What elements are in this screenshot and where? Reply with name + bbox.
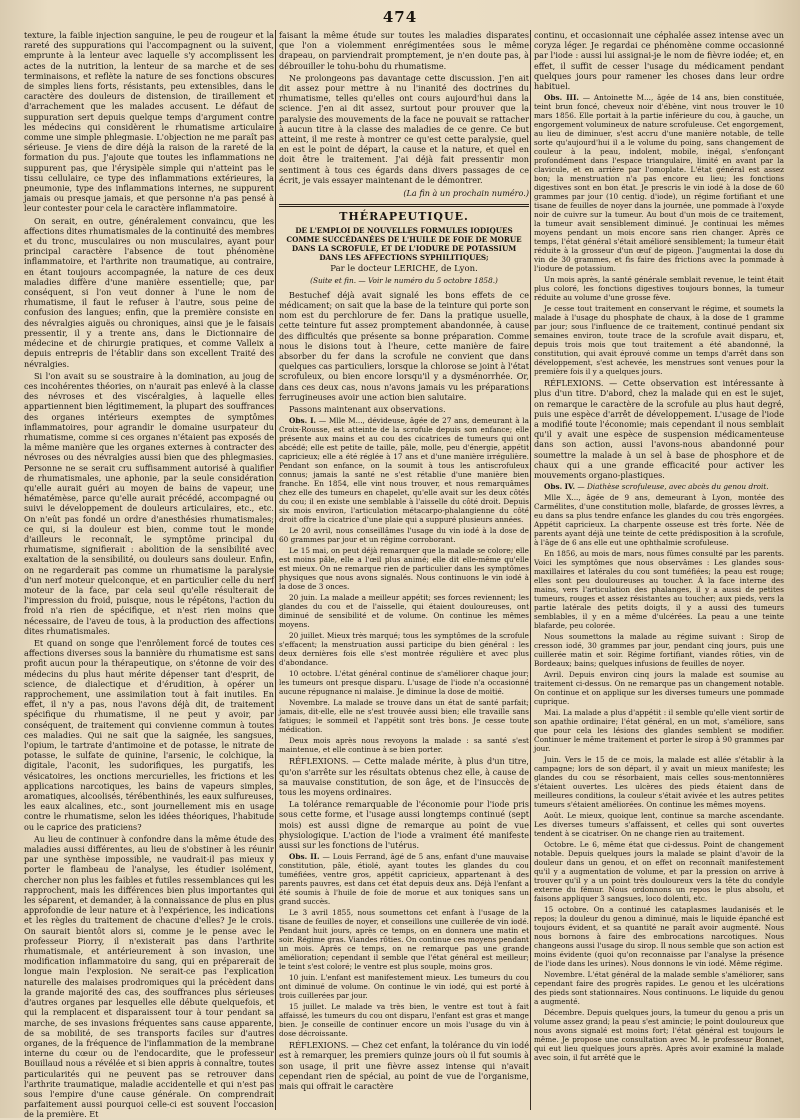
paragraph: On serait, en outre, généralement convaincu, que les affections dites rhumatismales de la continuité des membres et du tronc, musculaires ou non musculaires, ayant pour principal caractère l'absence de tout phénomène inflammatoire, et l'arthrite non traumatique, au contraire, en étant toujours accompagnée, la nature de ces deux maladies diffère d'une manière essentielle; que, par conséquent, si l'on veut donner à l'une le nom de rhumatisme, il faut le refuser à l'autre, sous peine de confusion des langues; enfin, que la première consiste en des névralgies aiguës ou chroniques, ainsi que je le faisais pressentir, il y a trente ans, dans le Dictionnaire de médecine et de chirurgie pratiques, et comme Valleix a depuis entrepris de l'établir dans son excellent Traité des névralgies. [24, 215, 274, 369]
case-paragraph: 15 juillet. Le malade va très bien, le ventre est tout à fait affaissé, les tumeurs du cou ont disparu, l'enfant est gras et mange bien. Je conseille de continuer encore un mois l'usage du vin à dose décroissante. [279, 1002, 529, 1039]
column-right [534, 30, 784, 1112]
case-subtitle: — Diathèse scrofuleuse, avec abcès du genou droit. [577, 482, 769, 492]
column-divider [275, 30, 276, 1110]
case-paragraph: Le 15 mai, on peut déjà remarquer que la malade se colore; elle est moins pâle, elle a l'œil plus animé; elle dit elle-même qu'elle est mieux. On ne remarque rien de particulier dans les symptômes physiques que nous avons signalés. Nous continuons le vin iodé à la dose de 3 onces. [279, 546, 529, 592]
case-paragraph: Décembre. Depuis quelques jours, la tumeur du genou a pris un volume assez grand; la peau s'est amincie; le point douloureux que nous avons signalé est moins fort; l'état général est toujours le même. Je propose une consultation avec M. le professeur Bonnet, qui eut lieu quelques jours après. Après avoir examiné la malade avec soin, il fut arrêté que le [534, 1008, 784, 1063]
case-paragraph: 20 juillet. Mieux très marqué; tous les symptômes de la scrofule s'effacent; la menstruation aussi participe du bien général : les deux dernières fois elle s'est montrée régulière et avec plus d'abondance. [279, 631, 529, 668]
divider [279, 204, 529, 205]
case-head: Obs. II. [289, 852, 320, 862]
case-text: — Antoinette M..., âgée de 14 ans, bien constituée, teint brun foncé, cheveux noir d'ébène, vint nous trouver le 10 mars 1856. Elle portait à la partie inférieure du cou, à gauche, un engorgement volumineux de nature scrofuleuse. Cet engorgement, au lieu de diminuer, s'est accru d'une manière notable, de telle sorte qu'aujourd'hui il a le volume du poing, sans changement de couleur à la peau, indolent, mobile, inégal, s'enfonçant profondément dans l'espace triangulaire, limité en avant par la clavicule, et en arrière par l'omoplate. L'état général est assez bon; la menstruation n'a pas encore eu lieu; les fonctions digestives sont en bon état. Je prescris le vin iodé à la dose de 60 grammes par jour (10 centig. d'iode), un régime fortifiant et une tisane de feuilles de noyer dans la journée, une pommade à l'oxyde noir de cuivre sur la tumeur. Au bout d'un mois de ce traitement, la tumeur avait sensiblement diminué. Je continuai les mêmes moyens pendant un mois encore sans rien changer. Après ce temps, l'état général s'était amélioré sensiblement; la tumeur était réduite à la grosseur d'un œuf de pigeon. J'augmentai la dose du vin de 30 grammes, et fis faire des frictions avec la pommade à l'iodure de potassium. [534, 93, 785, 274]
case-text: — Mlle M..., dévideuse, âgée de 27 ans, demeurant à la Croix-Rousse, est atteinte de la scrofule depuis son enfance; elle présente aux mains et au cou des cicatrices de tumeurs qui ont abcédé; elle est petite de taille, pâle, molle, peu d'énergie, appétit capricieux; elle a été réglée à 17 ans et d'une manière irrégulière. Pendant son enfance, on la soumit à tous les antiscrofuleux connus; jamais la santé ne s'est rétablie d'une manière bien franche. En 1854, elle vint nous trouver, et nous remarquâmes chez elle des tumeurs en chapelet, qu'elle avait sur les deux côtés du cou; il en existe une semblable à l'aisselle du côté droit. Depuis six mois environ, l'articulation métacarpo-phalangienne du côté droit offre la cicatrice d'une plaie qui a suppuré plusieurs années. [279, 416, 530, 525]
column-divider [530, 30, 531, 1110]
reflection-paragraph: RÉFLEXIONS. — Cette observation est intéressante à plus d'un titre. D'abord, chez la malade qui en est le sujet, on remarque le caractère de la scrofule au plus haut degré, puis une espèce d'arrêt de développement. L'usage de l'iode a modifié toute l'économie; mais cependant il nous semblait qu'il y avait une espèce de suspension médicamenteuse dans son action, aussi l'avons-nous abandonné pour soumettre la malade à un sel à base de phosphore et de chaux qui a une grande efficacité pour activer les mouvements organo-plastiques. [534, 378, 784, 481]
paragraph: Bestuchef déjà avait signalé les bons effets de ce médicament; on sait que la base de la teinture qui porte son nom est du perchlorure de fer. Dans la pratique usuelle, cette teinture fut assez promptement abandonnée, à cause des difficultés que présente sa bonne préparation. Comme nous le disions tout à l'heure, cette manière de faire absorber du fer dans la scrofule ne convient que dans quelques cas particuliers, lorsque la chlorose se joint à l'état scrofuleux, ou bien encore lorsqu'il y a dysménorrhée. Or, dans ces deux cas, nous n'avons jamais vu les préparations ferrugineuses avoir une action bien salutaire. [279, 289, 529, 402]
case-text: — Louis Ferrand, âgé de 5 ans, enfant d'une mauvaise constitution, pâle, étiolé, ayant toutes les glandes du cou tuméfiées, ventre gros, appétit capricieux, appartenant à des parents pauvres, est dans cet état depuis deux ans. Déjà l'enfant a été soumis à l'huile de foie de morue et aux toniques sans un grand succès. [279, 852, 529, 907]
case-title [534, 482, 784, 491]
case-paragraph: Juin. Vers le 15 de ce mois, la malade est allée s'établir à la campagne; lors de son départ, il y avait un mieux manifeste; les glandes du cou se résorbaient, mais celles sous-mentonnières s'étaient ouvertes. Les ulcères des pieds étaient dans de meilleures conditions, la couleur s'était avivée et les autres petites tumeurs s'étaient améliorées. On continue les mêmes moyens. [534, 755, 784, 810]
reflection-paragraph: La tolérance remarquable de l'économie pour l'iode pris sous cette forme, et l'usage aussi longtemps continué (sept mois) est aussi digne de remarque au point de vue physiologique. L'action de l'iode a vraiment été manifeste aussi sur les fonctions de l'utérus. [279, 799, 529, 850]
case-paragraph: Le 20 avril, nous conseillâmes l'usage du vin iodé à la dose de 60 grammes par jour et un régime corroborant. [279, 526, 529, 545]
case-paragraph: Je cesse tout traitement en conservant le régime, et soumets la malade à l'usage du phosphate de chaux, à la dose de 1 gramme par jour; sous l'influence de ce traitement, continué pendant six semaines environ, toute trace de la scrofule avait disparu, et, depuis trois mois que tout traitement a été abandonné, la constitution, qui avait éprouvé comme un temps d'arrêt dans son développement, s'est achevée, les menstrues sont venues pour la première fois il y a quelques jours. [534, 304, 784, 377]
case-paragraph: 10 juin. L'enfant est manifestement mieux. Les tumeurs du cou ont diminué de volume. On continue le vin iodé, qui est porté à trois cuillerées par jour. [279, 973, 529, 1001]
paragraph: texture, la faible injection sanguine, le peu de rougeur et la rareté des suppurations qui l'accompagnent ou la suivent, emprunte à la lenteur avec laquelle s'y accomplissent les actes de la nutrition, la lenteur de sa marche et de ses terminaisons, et reflète la nature de ses fonctions obscures de simples liens forts, résistants, peu extensibles, dans le caractère des douleurs de distension, de tiraillement et d'arrachement que les malades accusent. Le défaut de suppuration sert depuis quelque temps d'argument contre les médecins qui considèrent le rhumatisme articulaire comme une simple phlegmasie. L'objection ne me paraît pas sérieuse. Je viens de dire déjà la raison de la rareté de la formation du pus. J'ajoute que toutes les inflammations ne suppurent pas, que l'érysipèle simple qui n'atteint pas le tissu cellulaire, ce type des inflammations extérieures, la pneumonie, type des inflammations internes, ne suppurent jamais ou presque jamais, et que personne n'a pas pensé à leur contester pour cela le caractère inflammatoire. [24, 30, 274, 214]
paragraph: Au lieu de continuer à confondre dans la même étude des maladies aussi différentes, au lieu de s'obstiner à les réunir par une synthèse impossible, ne vaudrait-il pas mieux y porter le flambeau de l'analyse, les étudier isolément, chercher non plus les faibles et futiles ressemblances qui les rapprochent, mais les différences bien plus importantes qui les séparent, et demander, à la connaissance de plus en plus approfondie de leur nature et à l'expérience, les indications et les règles du traitement de chacune d'elles? Je le crois. On saurait bientôt alors si, comme je le pense avec le professeur Piorry, il n'existerait pas dans l'arthrite rhumatismale, et antérieurement à son invasion, une modification inflammatoire du sang, qui en préparerait de longue main l'explosion. Ne serait-ce pas l'explication naturelle des malaises prodromiques qui la précèdent dans la grande majorité des cas, des souffrances plus sérieuses d'autres organes par lesquelles elle débute quelquefois, et qui la remplacent et disparaissent tour à tour pendant sa marche, de ses invasions fréquentes sans cause apparente, de sa mobilité, de ses transports faciles sur d'autres organes, de la fréquence de l'inflammation de la membrane interne du cœur ou de l'endocardite, que le professeur Bouillaud nous a révélée et si bien appris à connaître, toutes particularités qui ne peuvent pas se retrouver dans l'arthrite traumatique, maladie accidentelle et qui n'est pas sous l'empire d'une cause générale. On comprendrait parfaitement aussi pourquoi celle-ci est souvent l'occasion de la première. Et [24, 833, 274, 1120]
article-dateline: (Suite et fin. — Voir le numéro du 5 octobre 1858.) [310, 275, 498, 285]
case-head: Obs. IV. [544, 482, 575, 492]
case-head: Obs. I. [289, 416, 317, 426]
case-paragraph: Octobre. Le 6, même état que ci-dessus. Point de changement notable. Depuis quelques jours la malade se plaint d'avoir de la douleur dans un genou, et on effet on reconnaît manifestement qu'il y a augmentation de volume, et par la pression on arrive à trouver qu'il y a un point très douloureux vers la tête du condyle externe du fémur. Nous ordonnons un repos le plus absolu, et faisons appliquer 3 sangsues, loco dolenti, etc. [534, 840, 784, 904]
paragraph: Et quand on songe que l'enrôlement forcé de toutes ces affections diverses sous la bannière du rhumatisme est sans profit aucun pour la thérapeutique, on s'étonne de voir des médecins du plus haut mérite dépenser tant d'esprit, de science, de dialectique et d'érudition, à opérer un rapprochement, une assimilation tout à fait inutiles. En effet, il n'y a pas, nous l'avons déjà dit, de traitement spécifique du rhumatisme, il ne peut y avoir, par conséquent, de traitement qui convienne commun à toutes ces maladies. Qui ne sait que la saignée, les sangsues, l'opium, le tartrate d'antimoine et de potasse, le nitrate de potasse, le sulfate de quinine, l'arsenic, le colchique, la digitale, l'aconit, les sudorifiques, les purgatifs, les vésicatoires, les onctions mercurielles, les frictions et les applications narcotiques, les bains de vapeurs simples, aromatiques, alcoolisés, térébenthinés, les eaux sulfureuses, les eaux alcalines, etc., sont journellement mis en usage contre le rhumatisme, selon les idées théoriques, l'habitude ou le caprice des praticiens? [24, 637, 274, 832]
case-paragraph: Août. Le mieux, quoique lent, continue sa marche ascendante. Les diverses tumeurs s'affaissent, et celles qui sont ouvertes tendent à se cicatriser. On ne change rien au traitement. [534, 811, 784, 839]
case-paragraph [279, 416, 529, 524]
reflection-paragraph: RÉFLEXIONS. — Cette malade mérite, à plus d'un titre, qu'on s'arrête sur les résultats obtenus chez elle, à cause de sa mauvaise constitution, de son âge, et de l'insuccès de tous les moyens ordinaires. [279, 756, 529, 797]
paragraph: faisant la même étude sur toutes les maladies disparates que l'on a violemment enrégimentées sous le même drapeau, on parviendrait promptement, je n'en doute pas, à débrouiller le tohu-bohu du rhumatisme. [279, 30, 529, 71]
case-paragraph: Mlle X..., âgée de 9 ans, demeurant à Lyon, montée des Carmélites, d'une constitution molle, blafarde, de grosses lèvres, a eu dans sa plus tendre enfance les glandes du cou très engorgées. Appétit capricieux. La charpente osseuse est très forte. Née de parents ayant déjà une teinte de cette prédisposition à la scrofule, à l'âge de 6 ans elle eut une ophthalmie scrofuleuse. [534, 493, 784, 548]
case-paragraph: Le 3 avril 1855, nous soumettons cet enfant à l'usage de la tisane de feuilles de noyer, et conseillons une cuillerée de vin iodé. Pendant huit jours, après ce temps, on en donnera une matin et soir. Régime gras. Viandes rôties. On continue ces moyens pendant un mois. Après ce temps, on ne remarque pas une grande amélioration; cependant il semble que l'état général est meilleur; le teint s'est coloré; le ventre est plus souple, moins gros. [279, 908, 529, 972]
paragraph: Passons maintenant aux observations. [289, 404, 446, 415]
case-paragraph: 15 octobre. On a continué les cataplasmes laudanisés et le repos; la douleur du genou a diminué, mais le liquide épanché est toujours évident, et sa quantité ne paraît avoir augmenté. Nous nous bornons à faire des embrocations narcotiques. Nous changeons aussi l'usage du sirop. Il nous semble que son action est moins évidente (quoi qu'on reconnaisse par l'analyse la présence de l'iode dans les urines). Nous donnons le vin iodé. Même régime. [534, 905, 784, 969]
case-paragraph [534, 93, 784, 273]
case-paragraph: Novembre. L'état général de la malade semble s'améliorer, sans cependant faire des progrès rapides. Le genou et les ulcérations des pieds sont stationnaires. Nous continuons. Le liquide du genou a augmenté. [534, 970, 784, 1007]
divider [279, 206, 529, 207]
paragraph: Si l'on avait su se soustraire à la domination, au joug de ces incohérentes théories, on n'aurait pas enlevé à la classe des névroses et des viscéralgies, à laquelle elles appartiennent bien légitimement, la plupart des souffrances des organes intérieurs exemptes de symptômes inflammatoires, pour agrandir le domaine usurpateur du rhumatisme, comme si ces organes n'étaient pas exposés de la même manière que les organes externes à contracter des névroses ou des névralgies aussi bien que des phlegmasies. Personne ne se serait cru suffisamment autorisé à qualifier de rhumatismales, une aphonie, par la seule considération qu'elle aurait guéri au moyen de bains de vapeur, une hématémèse, parce qu'elle aurait précédé, accompagné ou suivi le développement de douleurs articulaires, etc., etc. On n'eût pas fondé un ordre d'anesthésies rhumatismales; ce qui, si la douleur est bien, comme tout le monde d'ailleurs le reconnaît, le symptôme principal du rhumatisme, signifierait : abolition de la sensibilité avec exaltation de la sensibilité, ou douleurs sans douleur. Enfin, on ne regarderait pas comme un rhumatisme la paralysie d'un nerf moteur quelconque, et en particulier celle du nerf moteur de la face, par cela seul qu'elle résulterait de l'impression du froid, puisque, nous le répétons, l'action du froid n'a rien de spécifique, et n'est rien moins que nécessaire, de l'aveu de tous, à la production des affections dites rhumatismales. [24, 370, 274, 636]
case-paragraph: Avril. Depuis environ cinq jours la malade est soumise au traitement ci-dessus. On ne remarque pas un changement notable. On continue et on applique sur les diverses tumeurs une pommade cuprique. [534, 670, 784, 707]
article-author: Par le docteur LERICHE, de Lyon. [330, 264, 478, 275]
paragraph: Ne prolongeons pas davantage cette discussion. J'en ait dit assez pour mettre à nu l'inanité des doctrines du rhumatisme, telles qu'elles ont cours aujourd'hui dans la science. J'en ai dit assez, surtout pour prouver que la paralysie des mouvements de la face ne pouvait se rattacher à aucun titre à la classe des maladies de ce genre. Ce but atteint, il me reste à montrer ce qu'est cette paralysie, quel en est le point de départ, la cause et la nature, et quel en doit être le traitement. J'ai déjà fait pressentir mon sentiment à tous ces égards dans divers passages de ce écrit, je vais essayer maintenant de le démontrer. [279, 72, 529, 185]
case-paragraph [279, 852, 529, 906]
article-title: DE L'EMPLOI DE NOUVELLES FORMULES IODIQUES COMME SUCCÉDANÉES DE L'HUILE DE FOIE DE MORUE DANS LA SCROFULE, ET DE L'IODURE DE POTASSIUM DANS LES AFFECTIONS SYPHILITIQUES; [286, 226, 522, 263]
reflection-paragraph: RÉFLEXIONS. — Chez cet enfant, la tolérance du vin iodé est à remarquer, les premiers quinze jours où il fut soumis à son usage, il prit une fièvre assez intense qui n'avait cependant rien de spécial, au point de vue de l'organisme, mais qui offrait le caractère [279, 1040, 529, 1091]
column-left [24, 30, 274, 1120]
section-title: THÉRAPEUTIQUE. [339, 210, 469, 224]
case-paragraph: Novembre. La malade se trouve dans un état de santé parfait; jamais, dit-elle, elle ne s'est trouvée aussi bien; elle travaille sans fatigues; le sommeil et l'appétit sont très bons. Je cesse toute médication. [279, 698, 529, 735]
page-number: 474 [382, 8, 418, 26]
case-paragraph: Mai. La malade a plus d'appétit : il semble qu'elle vient sortir de son apathie ordinaire; l'état général, en un mot, s'améliore, sans que pour cela les lésions des glandes semblent se modifier. Continuer le même traitement et porter le sirop à 90 grammes par jour. [534, 708, 784, 754]
case-paragraph: 20 juin. La malade a meilleur appétit; ses forces reviennent; les glandes du cou et de l'aisselle, qui étaient douloureuses, ont diminué de sensibilité et de volume. On continue les mêmes moyens. [279, 593, 529, 630]
paragraph: continu, et occasionnait une céphalée assez intense avec un coryza léger. Je regardai ce phénomène comme occasionné par l'iode : aussi lui assignai-je le nom de fièvre iodée; et, en effet, il suffit de cesser l'usage du médicament pendant quelques jours pour ramener les choses dans leur ordre habituel. [534, 30, 784, 92]
case-head: Obs. III. [544, 93, 579, 103]
case-paragraph: Deux mois après nous revoyons la malade : sa santé s'est maintenue, et elle continue à se bien porter. [279, 736, 529, 755]
continuation-note: (La fin à un prochain numéro.) [403, 188, 529, 199]
case-paragraph: 10 octobre. L'état général continue de s'améliorer chaque jour; les tumeurs ont presque disparu. L'usage de l'iode n'a occasionné aucune répugnance ni malaise. Je diminue la dose de moitié. [279, 669, 529, 697]
case-paragraph: Nous soumettons la malade au régime suivant : Sirop de cresson iodé, 30 grammes par jour, pendant cinq jours, puis une cuillerée matin et soir. Régime fortifiant, viandes rôties, vin de Bordeaux; bains; quelques infusions de feuilles de noyer. [534, 632, 784, 669]
case-paragraph: En 1856, au mois de mars, nous fûmes consulté par les parents. Voici les symptômes que nous observâmes : Les glandes sous-maxillaires et latérales du cou sont tuméfiées; la peau est rouge; elles sont peu douloureuses au toucher. À la face interne des mains, vers l'articulation des phalanges, il y a aussi de petites tumeurs, rouges et assez résistantes au toucher; aux pieds, vers la partie latérale des petits doigts, il y a aussi des tumeurs semblables, il y en a même d'ulcérées. La peau a une teinte blafarde, peu colorée. [534, 549, 784, 631]
column-middle [279, 30, 529, 1112]
case-paragraph: Un mois après, la santé générale semblait revenue, le teint était plus coloré, les fonctions digestives toujours bonnes, la tumeur réduite au volume d'une grosse fève. [534, 275, 784, 303]
